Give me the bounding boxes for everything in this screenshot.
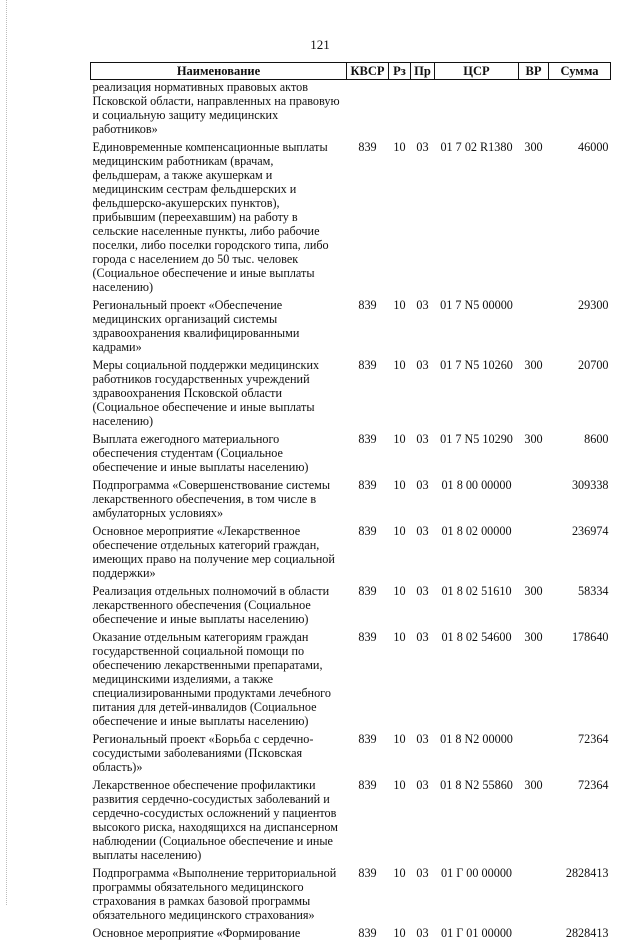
header-kvsr: КВСР [347, 63, 389, 80]
cell-kvsr: 839 [347, 140, 389, 298]
budget-table [90, 62, 611, 944]
table-row [91, 298, 611, 358]
cell-kvsr: 839 [347, 478, 389, 524]
cell-csr: 01 8 00 00000 [435, 478, 519, 524]
cell-pr: 03 [411, 732, 435, 778]
cell-pr: 03 [411, 778, 435, 866]
cell-name: Единовременные компенсационные выплаты медицинским работникам (врачам, фельдшерам, а также акушеркам и медицинским сестрам фельдшерских и фельдшерско-акушерских пунктов), прибывшим (переехавшим) на работу в сельские населенные пункты, либо рабочие поселки, либо поселки городского типа, либо города с населением до 50 тыс. человек (Социальное обеспечение и иные выплаты населению) [91, 140, 347, 298]
table-row [91, 866, 611, 926]
cell-pr: 03 [411, 298, 435, 358]
cell-rz: 10 [389, 298, 411, 358]
table-row [91, 140, 611, 298]
cell-kvsr: 839 [347, 778, 389, 866]
table-row [91, 358, 611, 432]
cell-pr: 03 [411, 432, 435, 478]
table-header-row [91, 63, 611, 80]
cell-kvsr: 839 [347, 584, 389, 630]
cell-kvsr: 839 [347, 298, 389, 358]
cell-rz: 10 [389, 478, 411, 524]
cell-rz: 10 [389, 630, 411, 732]
cell-name: Региональный проект «Обеспечение медицинских организаций системы здравоохранения квалифицированными кадрами» [91, 298, 347, 358]
cell-csr: 01 7 N5 10260 [435, 358, 519, 432]
cell-vr [519, 524, 549, 584]
cell-sum: 178640 [549, 630, 611, 732]
cell-csr: 01 7 N5 10290 [435, 432, 519, 478]
header-vr: ВР [519, 63, 549, 80]
cell-rz: 10 [389, 524, 411, 584]
cell-rz: 10 [389, 778, 411, 866]
cell-csr: 01 Г 00 00000 [435, 866, 519, 926]
table-row [91, 926, 611, 944]
table-row [91, 732, 611, 778]
cell-vr: 300 [519, 778, 549, 866]
table-row [91, 584, 611, 630]
cell-sum: 72364 [549, 732, 611, 778]
header-rz: Рз [389, 63, 411, 80]
cell-pr: 03 [411, 866, 435, 926]
cell-pr: 03 [411, 926, 435, 944]
scan-edge-line [6, 0, 8, 905]
cell-vr [519, 732, 549, 778]
table-row [91, 80, 611, 141]
table-body [91, 80, 611, 944]
cell-rz: 10 [389, 866, 411, 926]
header-name: Наименование [91, 63, 347, 80]
cell-vr [519, 926, 549, 944]
cell-name: Оказание отдельным категориям граждан государственной социальной помощи по обеспечению лекарственными препаратами, медицинскими изделиями, а также специализированными продуктами лечебного питания для детей-инвалидов (Социальное обеспечение и иные выплаты населению) [91, 630, 347, 732]
cell-kvsr: 839 [347, 866, 389, 926]
cell-sum: 29300 [549, 298, 611, 358]
cell-vr [519, 478, 549, 524]
table-row [91, 478, 611, 524]
table-row [91, 432, 611, 478]
cell-kvsr: 839 [347, 432, 389, 478]
cell-sum: 236974 [549, 524, 611, 584]
cell-name: Основное мероприятие «Формирование [91, 926, 347, 944]
cell-pr: 03 [411, 358, 435, 432]
table-row [91, 778, 611, 866]
cell-vr: 300 [519, 584, 549, 630]
cell-rz: 10 [389, 358, 411, 432]
cell-kvsr: 839 [347, 524, 389, 584]
cell-name: Подпрограмма «Выполнение территориальной программы обязательного медицинского страхования в рамках базовой программы обязательного медицинского страхования» [91, 866, 347, 926]
cell-vr [519, 80, 549, 141]
header-csr: ЦСР [435, 63, 519, 80]
cell-pr [411, 80, 435, 141]
cell-kvsr: 839 [347, 358, 389, 432]
cell-sum: 58334 [549, 584, 611, 630]
cell-sum: 8600 [549, 432, 611, 478]
cell-csr: 01 7 N5 00000 [435, 298, 519, 358]
cell-kvsr: 839 [347, 926, 389, 944]
cell-vr: 300 [519, 432, 549, 478]
cell-vr: 300 [519, 630, 549, 732]
cell-rz: 10 [389, 926, 411, 944]
cell-sum: 2828413 [549, 866, 611, 926]
header-sum: Сумма [549, 63, 611, 80]
cell-name: Региональный проект «Борьба с сердечно-сосудистыми заболеваниями (Псковская область)» [91, 732, 347, 778]
cell-vr [519, 298, 549, 358]
cell-rz: 10 [389, 584, 411, 630]
cell-csr: 01 7 02 R1380 [435, 140, 519, 298]
cell-pr: 03 [411, 478, 435, 524]
cell-pr: 03 [411, 524, 435, 584]
cell-sum: 2828413 [549, 926, 611, 944]
cell-kvsr: 839 [347, 732, 389, 778]
table-row [91, 524, 611, 584]
cell-csr [435, 80, 519, 141]
cell-rz: 10 [389, 140, 411, 298]
page-number: 121 [0, 37, 640, 53]
cell-rz: 10 [389, 732, 411, 778]
cell-pr: 03 [411, 140, 435, 298]
cell-csr: 01 8 02 54600 [435, 630, 519, 732]
cell-csr: 01 8 N2 00000 [435, 732, 519, 778]
cell-name: реализация нормативных правовых актов Псковской области, направленных на правовую и социальную защиту медицинских работников» [91, 80, 347, 141]
cell-name: Реализация отдельных полномочий в области лекарственного обеспечения (Социальное обеспечение и иные выплаты населению) [91, 584, 347, 630]
cell-csr: 01 8 02 00000 [435, 524, 519, 584]
cell-vr [519, 866, 549, 926]
cell-name: Основное мероприятие «Лекарственное обеспечение отдельных категорий граждан, имеющих право на получение мер социальной поддержки» [91, 524, 347, 584]
cell-name: Лекарственное обеспечение профилактики развития сердечно-сосудистых заболеваний и сердечно-сосудистых осложнений у пациентов высокого риска, находящихся на диспансерном наблюдении (Социальное обеспечение и иные выплаты населению) [91, 778, 347, 866]
cell-kvsr: 839 [347, 630, 389, 732]
cell-csr: 01 8 N2 55860 [435, 778, 519, 866]
cell-sum: 309338 [549, 478, 611, 524]
cell-sum [549, 80, 611, 141]
cell-rz: 10 [389, 432, 411, 478]
header-pr: Пр [411, 63, 435, 80]
cell-vr: 300 [519, 140, 549, 298]
cell-kvsr [347, 80, 389, 141]
cell-name: Меры социальной поддержки медицинских работников государственных учреждений здравоохранения Псковской области (Социальное обеспечение и иные выплаты населению) [91, 358, 347, 432]
cell-rz [389, 80, 411, 141]
table-row [91, 630, 611, 732]
cell-sum: 20700 [549, 358, 611, 432]
cell-csr: 01 8 02 51610 [435, 584, 519, 630]
cell-name: Выплата ежегодного материального обеспечения студентам (Социальное обеспечение и иные выплаты населению) [91, 432, 347, 478]
cell-pr: 03 [411, 630, 435, 732]
cell-pr: 03 [411, 584, 435, 630]
cell-csr: 01 Г 01 00000 [435, 926, 519, 944]
cell-vr: 300 [519, 358, 549, 432]
cell-name: Подпрограмма «Совершенствование системы лекарственного обеспечения, в том числе в амбулаторных условиях» [91, 478, 347, 524]
cell-sum: 46000 [549, 140, 611, 298]
cell-sum: 72364 [549, 778, 611, 866]
